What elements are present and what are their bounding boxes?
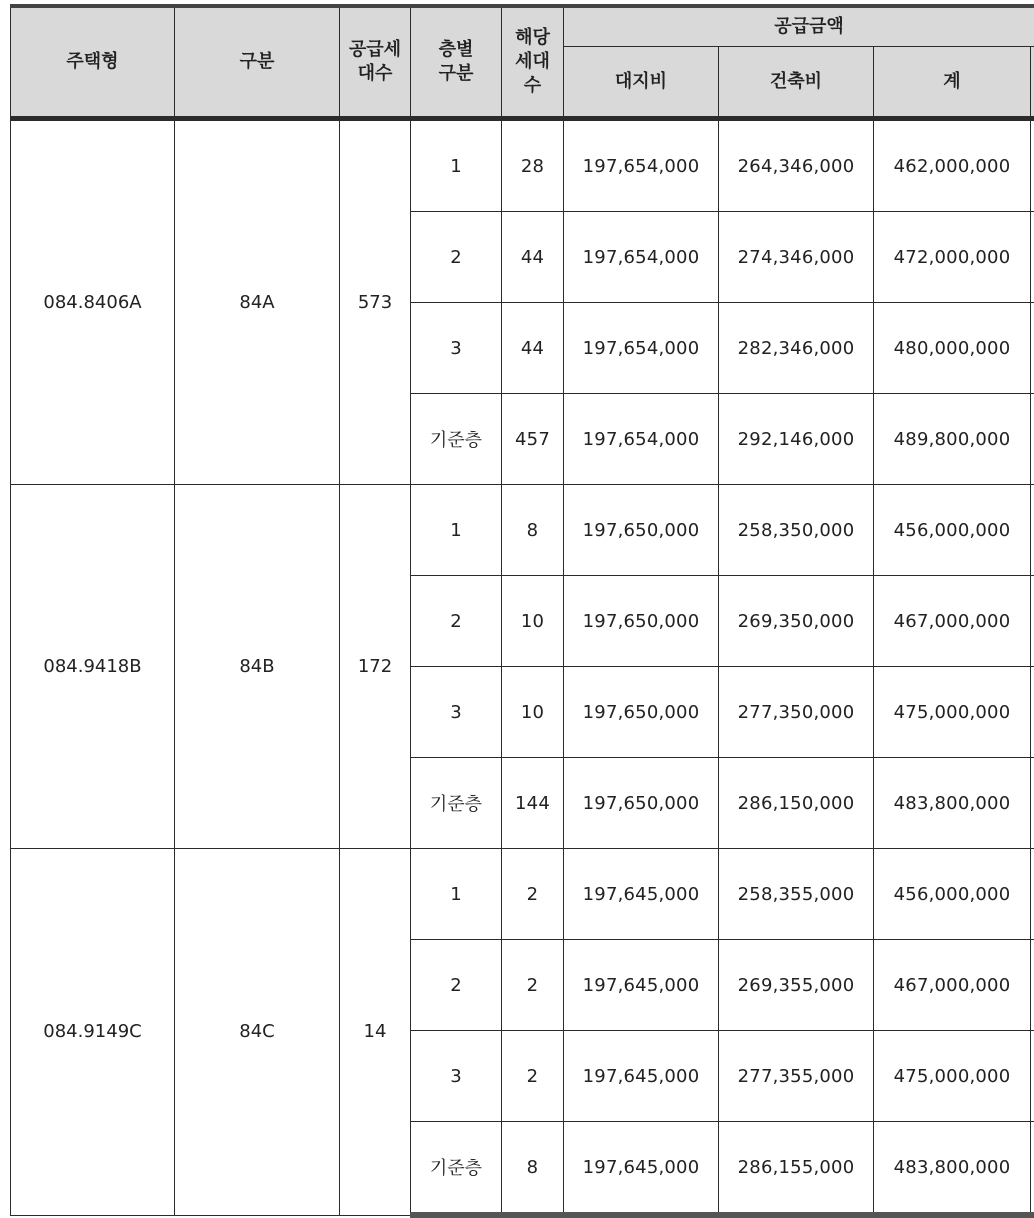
land-cost-cell: 197,645,000 <box>564 1031 719 1122</box>
floor-cell: 2 <box>411 940 502 1031</box>
land-cost-cell: 197,645,000 <box>564 849 719 940</box>
housing-type-cell: 084.9418B <box>11 485 175 849</box>
header-applicable-units: 해당세대수 <box>502 6 564 119</box>
land-cost-cell: 197,645,000 <box>564 1122 719 1216</box>
units-cell: 457 <box>502 394 564 485</box>
table-header <box>11 6 1034 119</box>
total-cell: 483,800,000 <box>874 758 1031 849</box>
floor-cell: 3 <box>411 1031 502 1122</box>
housing-type-cell: 084.8406A <box>11 119 175 485</box>
header-floor-category: 층별구분 <box>411 6 502 119</box>
supply-units-cell: 573 <box>340 119 411 485</box>
category-cell: 84A <box>175 119 340 485</box>
extra-cell <box>1031 1031 1034 1122</box>
land-cost-cell: 197,650,000 <box>564 758 719 849</box>
table-row <box>11 119 1034 212</box>
units-cell: 10 <box>502 667 564 758</box>
table-row <box>11 849 1034 940</box>
units-cell: 144 <box>502 758 564 849</box>
construction-cost-cell: 286,155,000 <box>719 1122 874 1216</box>
extra-cell <box>1031 1122 1034 1216</box>
units-cell: 44 <box>502 303 564 394</box>
floor-cell: 1 <box>411 119 502 212</box>
total-cell: 475,000,000 <box>874 1031 1031 1122</box>
construction-cost-cell: 258,355,000 <box>719 849 874 940</box>
category-cell: 84C <box>175 849 340 1216</box>
header-supply-units: 공급세대수 <box>340 6 411 119</box>
construction-cost-cell: 264,346,000 <box>719 119 874 212</box>
extra-cell <box>1031 212 1034 303</box>
floor-cell: 3 <box>411 303 502 394</box>
table-body <box>11 119 1034 1216</box>
total-cell: 489,800,000 <box>874 394 1031 485</box>
total-cell: 456,000,000 <box>874 485 1031 576</box>
construction-cost-cell: 258,350,000 <box>719 485 874 576</box>
floor-cell: 2 <box>411 212 502 303</box>
housing-type-cell: 084.9149C <box>11 849 175 1216</box>
construction-cost-cell: 269,355,000 <box>719 940 874 1031</box>
total-cell: 483,800,000 <box>874 1122 1031 1216</box>
total-cell: 467,000,000 <box>874 940 1031 1031</box>
category-cell: 84B <box>175 485 340 849</box>
header-land-cost: 대지비 <box>564 47 719 119</box>
land-cost-cell: 197,650,000 <box>564 485 719 576</box>
units-cell: 28 <box>502 119 564 212</box>
header-category: 구분 <box>175 6 340 119</box>
header-housing-type: 주택형 <box>11 6 175 119</box>
units-cell: 2 <box>502 1031 564 1122</box>
supply-units-cell: 14 <box>340 849 411 1216</box>
floor-cell: 1 <box>411 485 502 576</box>
extra-cell <box>1031 485 1034 576</box>
land-cost-cell: 197,654,000 <box>564 212 719 303</box>
header-total: 계 <box>874 47 1031 119</box>
total-cell: 480,000,000 <box>874 303 1031 394</box>
floor-cell: 1 <box>411 849 502 940</box>
extra-cell <box>1031 394 1034 485</box>
land-cost-cell: 197,654,000 <box>564 394 719 485</box>
floor-cell: 2 <box>411 576 502 667</box>
header-construction-cost: 건축비 <box>719 47 874 119</box>
extra-cell <box>1031 849 1034 940</box>
construction-cost-cell: 277,350,000 <box>719 667 874 758</box>
units-cell: 2 <box>502 940 564 1031</box>
total-cell: 456,000,000 <box>874 849 1031 940</box>
construction-cost-cell: 292,146,000 <box>719 394 874 485</box>
construction-cost-cell: 277,355,000 <box>719 1031 874 1122</box>
land-cost-cell: 197,645,000 <box>564 940 719 1031</box>
land-cost-cell: 197,650,000 <box>564 576 719 667</box>
construction-cost-cell: 286,150,000 <box>719 758 874 849</box>
header-supply-amount: 공급금액 <box>564 6 1034 47</box>
extra-cell <box>1031 758 1034 849</box>
floor-cell: 기준층 <box>411 1122 502 1216</box>
extra-cell <box>1031 576 1034 667</box>
total-cell: 462,000,000 <box>874 119 1031 212</box>
extra-cell <box>1031 119 1034 212</box>
land-cost-cell: 197,650,000 <box>564 667 719 758</box>
extra-cell <box>1031 303 1034 394</box>
price-table-container <box>10 0 1034 1191</box>
units-cell: 2 <box>502 849 564 940</box>
floor-cell: 기준층 <box>411 758 502 849</box>
extra-cell <box>1031 940 1034 1031</box>
construction-cost-cell: 282,346,000 <box>719 303 874 394</box>
units-cell: 44 <box>502 212 564 303</box>
land-cost-cell: 197,654,000 <box>564 119 719 212</box>
supply-units-cell: 172 <box>340 485 411 849</box>
floor-cell: 3 <box>411 667 502 758</box>
total-cell: 467,000,000 <box>874 576 1031 667</box>
land-cost-cell: 197,654,000 <box>564 303 719 394</box>
construction-cost-cell: 274,346,000 <box>719 212 874 303</box>
units-cell: 8 <box>502 485 564 576</box>
units-cell: 10 <box>502 576 564 667</box>
total-cell: 475,000,000 <box>874 667 1031 758</box>
total-cell: 472,000,000 <box>874 212 1031 303</box>
supply-price-table <box>10 4 1034 1218</box>
header-extra <box>1031 47 1034 119</box>
table-row <box>11 485 1034 576</box>
floor-cell: 기준층 <box>411 394 502 485</box>
construction-cost-cell: 269,350,000 <box>719 576 874 667</box>
extra-cell <box>1031 667 1034 758</box>
units-cell: 8 <box>502 1122 564 1216</box>
